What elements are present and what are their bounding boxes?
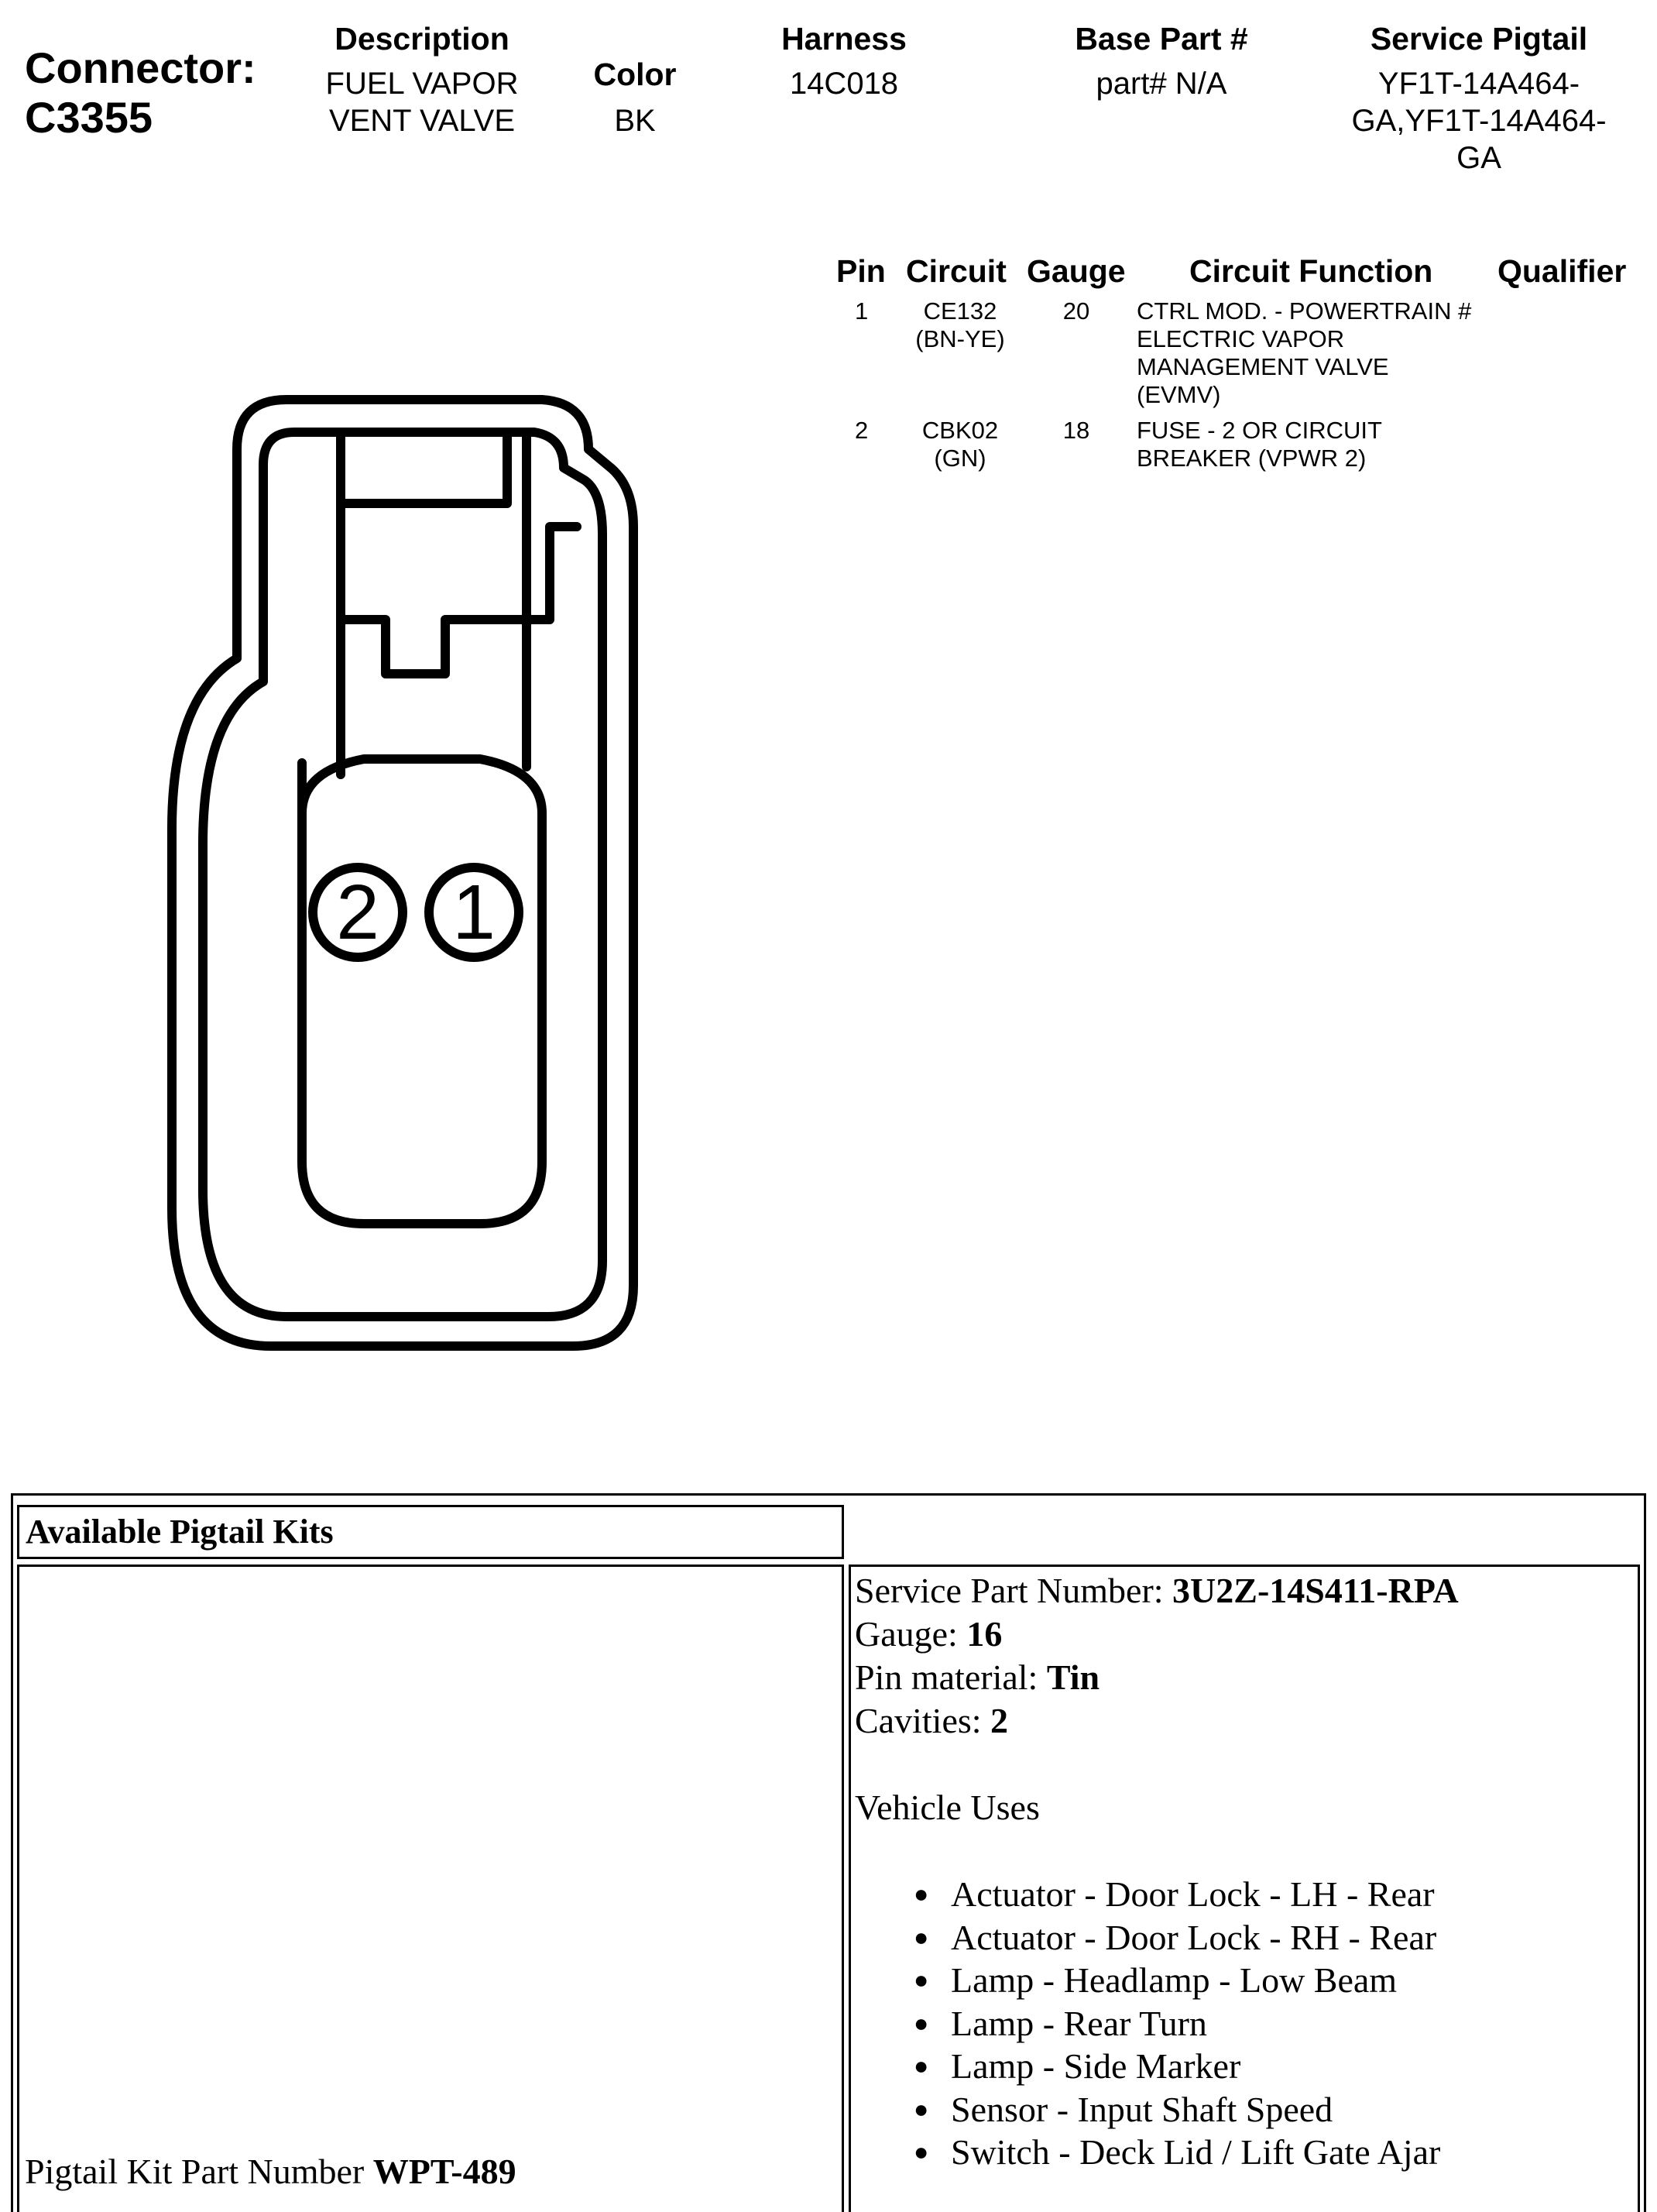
service-part-value: 3U2Z-14S411-RPA — [1172, 1571, 1459, 1610]
circuit-function — [1137, 297, 1471, 409]
base-part-header: Base Part # — [1075, 21, 1248, 57]
connector-id: C3355 — [25, 93, 153, 142]
list-item — [914, 2088, 1440, 2131]
connector-title — [25, 43, 256, 143]
description-header: Description — [334, 21, 509, 57]
list-item — [914, 2131, 1440, 2174]
wire-gauge: 18 — [1062, 417, 1090, 444]
description-value — [294, 65, 550, 139]
service-pigtail-header: Service Pigtail — [1370, 21, 1588, 57]
pigtail-details — [855, 1569, 1459, 1829]
service-part-label: Service Part Number: — [855, 1571, 1164, 1610]
harness-value: 14C018 — [789, 67, 899, 101]
connector-inner-body — [302, 434, 577, 1224]
circuit-function-line: ELECTRIC VAPOR — [1137, 325, 1345, 352]
color-value: BK — [614, 104, 656, 138]
list-item-text: Lamp - Rear Turn — [951, 2003, 1207, 2043]
pin-material-row — [855, 1656, 1459, 1699]
vehicle-uses-heading: Vehicle Uses — [855, 1788, 1040, 1827]
pin-column-header: Pin — [836, 253, 886, 289]
circuit-code — [890, 417, 1030, 472]
list-item — [914, 1916, 1440, 1960]
connector-label: Connector: — [25, 43, 256, 92]
pin-number: 1 — [855, 297, 869, 325]
bullet-icon: ● — [914, 1966, 929, 1994]
service-pigtail-value — [1316, 65, 1642, 177]
list-item — [914, 2045, 1440, 2088]
pin-number: 2 — [855, 417, 869, 444]
base-part-value: part# N/A — [1096, 67, 1227, 101]
cavity-2-label: 2 — [336, 869, 379, 956]
cavities-label: Cavities: — [855, 1701, 982, 1740]
pin-material-value: Tin — [1046, 1657, 1100, 1697]
list-item-text: Lamp - Side Marker — [951, 2046, 1241, 2086]
harness-header: Harness — [781, 21, 907, 57]
list-item-text: Actuator - Door Lock - RH - Rear — [951, 1917, 1437, 1957]
bullet-icon: ● — [914, 1922, 929, 1951]
bullet-icon: ● — [914, 2052, 929, 2080]
list-item — [914, 1959, 1440, 2002]
circuit-id: CBK02 — [921, 417, 999, 444]
cavities-value: 2 — [990, 1701, 1009, 1740]
bullet-icon: ● — [914, 2094, 929, 2123]
list-item-text: Switch - Deck Lid / Lift Gate Ajar — [951, 2132, 1441, 2172]
pigtail-kits-title: Available Pigtail Kits — [26, 1513, 334, 1551]
circuit-code — [890, 297, 1030, 353]
pigtail-kit-part-number — [25, 2150, 516, 2193]
service-part-row — [855, 1569, 1459, 1613]
connector-face-diagram — [139, 372, 666, 1410]
pigtail-kits-title-box — [17, 1505, 844, 1559]
list-item — [914, 2002, 1440, 2045]
service-pigtail-line-1: YF1T-14A464- — [1377, 67, 1580, 101]
circuit-color: (GN) — [934, 445, 986, 472]
color-header: Color — [593, 57, 677, 92]
gauge-label: Gauge: — [855, 1614, 958, 1654]
bullet-icon: ● — [914, 2008, 929, 2037]
circuit-function-line: (EVMV) — [1137, 381, 1221, 408]
wire-gauge: 20 — [1062, 297, 1090, 325]
circuit-function-line: FUSE - 2 OR CIRCUIT — [1137, 417, 1382, 444]
vehicle-uses-list — [914, 1873, 1440, 2174]
kit-part-label: Pigtail Kit Part Number — [25, 2152, 365, 2191]
list-item-text: Actuator - Door Lock - LH - Rear — [951, 1874, 1435, 1914]
gauge-row — [855, 1613, 1459, 1656]
service-pigtail-line-3: GA — [1456, 141, 1501, 175]
list-item — [914, 1873, 1440, 1916]
connector-outer-housing — [172, 400, 633, 1346]
qualifier-column-header: Qualifier — [1497, 253, 1627, 289]
list-item-text: Lamp - Headlamp - Low Beam — [951, 1960, 1398, 2000]
kit-part-value: WPT-489 — [372, 2152, 516, 2191]
description-line-1: FUEL VAPOR — [325, 67, 519, 101]
service-pigtail-line-2: GA,YF1T-14A464- — [1351, 104, 1607, 138]
circuit-id: CE132 — [923, 297, 997, 325]
cavities-row — [855, 1699, 1459, 1743]
bullet-icon: ● — [914, 2138, 929, 2166]
cavity-1-label: 1 — [452, 869, 496, 956]
bullet-icon: ● — [914, 1880, 929, 1908]
gauge-column-header: Gauge — [1027, 253, 1126, 289]
list-item-text: Sensor - Input Shaft Speed — [951, 2089, 1333, 2129]
circuit-function-line: BREAKER (VPWR 2) — [1137, 445, 1367, 472]
gauge-value: 16 — [966, 1614, 1003, 1654]
circuit-function-line: CTRL MOD. - POWERTRAIN # — [1137, 297, 1472, 325]
circuit-function-line: MANAGEMENT VALVE — [1137, 353, 1389, 380]
circuit-function-column-header: Circuit Function — [1189, 253, 1433, 289]
circuit-function — [1137, 417, 1382, 472]
pin-material-label: Pin material: — [855, 1657, 1038, 1697]
pigtail-image-panel — [17, 1565, 844, 2212]
circuit-color: (BN-YE) — [915, 325, 1005, 352]
description-line-2: VENT VALVE — [328, 104, 516, 138]
circuit-column-header: Circuit — [906, 253, 1007, 289]
